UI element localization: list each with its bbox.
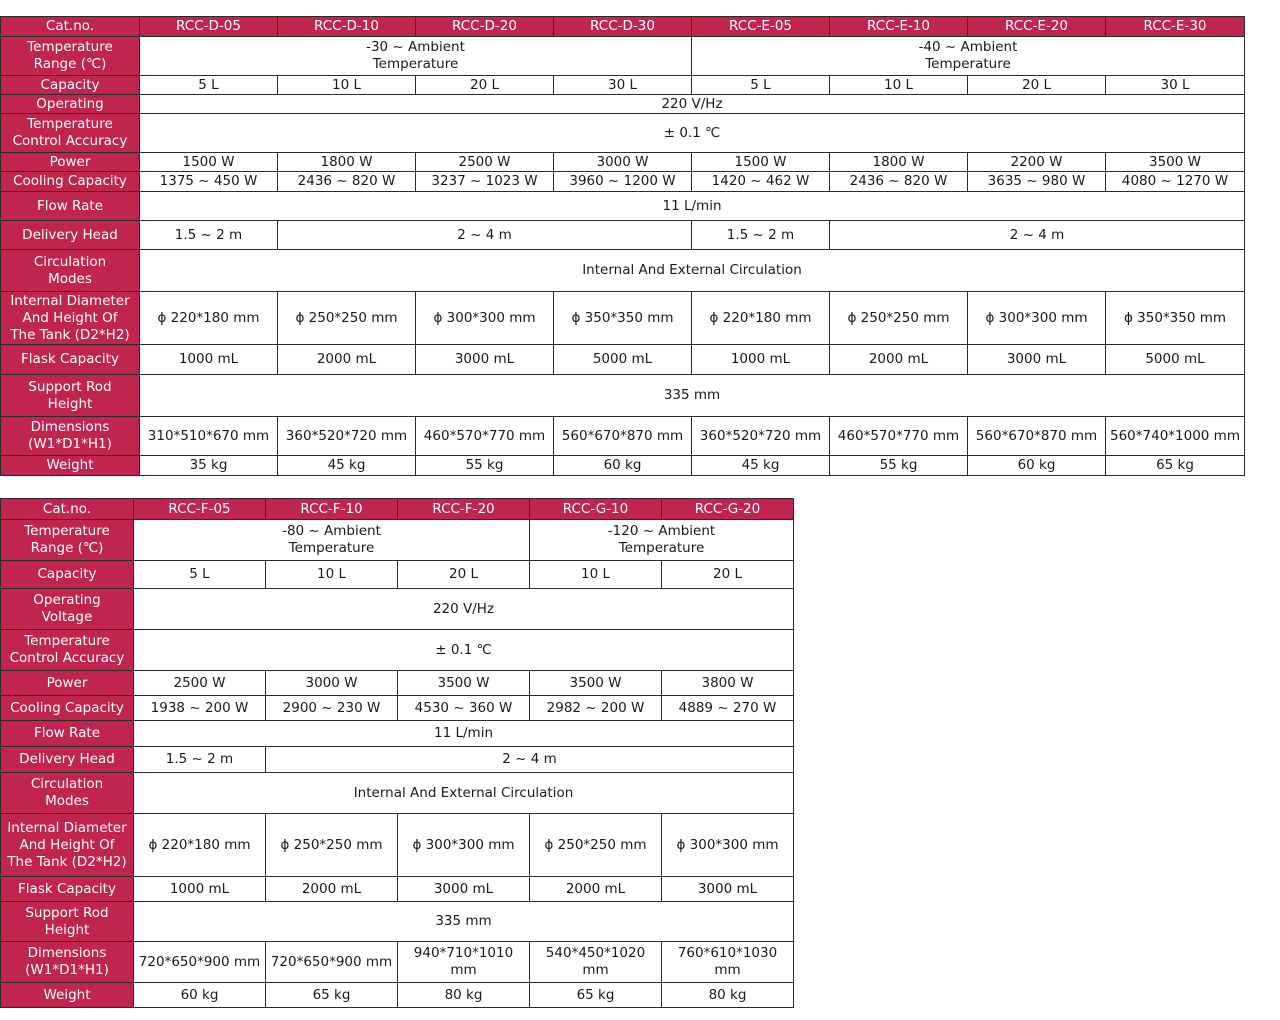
spec-value: 560*670*870 mm [968,417,1106,456]
spec-value: 2436 ~ 820 W [830,172,968,192]
spec-value: 2500 W [416,153,554,172]
row-label: Weight [1,456,140,476]
spec-row-circulation-modes [1,773,794,814]
spec-value: 1800 W [278,153,416,172]
row-label: Temperature Control Accuracy [1,114,140,153]
spec-value: 540*450*1020 mm [530,942,662,983]
spec-value: 2000 mL [266,877,398,902]
spec-value: 10 L [278,76,416,95]
spec-row-internal-diameter-and-height-of-the-tank [1,292,1245,345]
spec-value: 5000 mL [1106,345,1245,375]
spec-value: 5 L [134,561,266,589]
row-label: Power [1,671,134,696]
spec-table-rcc-f-g [0,498,794,1008]
spec-value: 1420 ~ 462 W [692,172,830,192]
model-header: RCC-D-20 [416,17,554,37]
row-label: Operating Voltage [1,589,134,630]
spec-value: ϕ 250*250 mm [266,814,398,877]
spec-value: 20 L [968,76,1106,95]
spec-value: ϕ 250*250 mm [830,292,968,345]
spec-value: -40 ~ Ambient Temperature [692,37,1245,76]
spec-value: 3800 W [662,671,794,696]
spec-value: 65 kg [530,983,662,1008]
spec-value: 335 mm [140,375,1245,417]
spec-value: 720*650*900 mm [134,942,266,983]
spec-value: 2 ~ 4 m [266,747,794,773]
row-label: Delivery Head [1,747,134,773]
spec-row-circulation-modes [1,250,1245,292]
row-label: Delivery Head [1,221,140,250]
spec-value: 55 kg [416,456,554,476]
row-label: Circulation Modes [1,773,134,814]
spec-value: 11 L/min [140,192,1245,221]
spec-value: 3000 mL [398,877,530,902]
row-label: Operating [1,95,140,114]
spec-value: -80 ~ Ambient Temperature [134,520,530,561]
spec-value: 30 L [1106,76,1245,95]
spec-value: 1.5 ~ 2 m [140,221,278,250]
header-row [1,17,1245,37]
spec-value: 1000 mL [134,877,266,902]
spec-value: 60 kg [968,456,1106,476]
spec-table-rcc-d-e [0,16,1245,476]
spec-value: 20 L [398,561,530,589]
spec-value: 2 ~ 4 m [830,221,1245,250]
model-header: RCC-G-10 [530,499,662,520]
spec-value: 360*520*720 mm [278,417,416,456]
spec-value: 2982 ~ 200 W [530,696,662,721]
spec-value: ϕ 220*180 mm [134,814,266,877]
spec-value: 30 L [554,76,692,95]
spec-row-capacity [1,76,1245,95]
spec-row-internal-diameter-and-height-of-the-tank [1,814,794,877]
spec-row-flow-rate [1,721,794,747]
spec-value: 360*520*720 mm [692,417,830,456]
spec-value: 560*740*1000 mm [1106,417,1245,456]
spec-value: 1938 ~ 200 W [134,696,266,721]
spec-row-power [1,671,794,696]
catno-header: Cat.no. [1,17,140,37]
spec-row-cooling-capacity [1,696,794,721]
spec-value: 20 L [662,561,794,589]
row-label: Support Rod Height [1,902,134,942]
spec-row-flask-capacity [1,877,794,902]
row-label: Support Rod Height [1,375,140,417]
spec-value: -30 ~ Ambient Temperature [140,37,692,76]
spec-row-temperature-range [1,520,794,561]
spec-value: ± 0.1 ℃ [140,114,1245,153]
spec-row-weight [1,983,794,1008]
spec-value: 65 kg [266,983,398,1008]
spec-row-cooling-capacity [1,172,1245,192]
model-header: RCC-D-05 [140,17,278,37]
row-label: Cooling Capacity [1,696,134,721]
spec-value: 80 kg [398,983,530,1008]
model-header: RCC-E-10 [830,17,968,37]
model-header: RCC-E-20 [968,17,1106,37]
spec-value: 3635 ~ 980 W [968,172,1106,192]
spec-value: 1800 W [830,153,968,172]
header-row [1,499,794,520]
spec-value: 2900 ~ 230 W [266,696,398,721]
spec-value: 45 kg [692,456,830,476]
spec-value: ϕ 220*180 mm [692,292,830,345]
spec-value: 5 L [692,76,830,95]
spec-value: 1500 W [692,153,830,172]
spec-value: 220 V/Hz [134,589,794,630]
spec-value: 940*710*1010 mm [398,942,530,983]
spec-value: 760*610*1030 mm [662,942,794,983]
spec-value: 3500 W [398,671,530,696]
spec-value: ϕ 300*300 mm [416,292,554,345]
spec-value: 80 kg [662,983,794,1008]
spec-value: 4530 ~ 360 W [398,696,530,721]
model-header: RCC-F-05 [134,499,266,520]
row-label: Capacity [1,76,140,95]
spec-value: 4889 ~ 270 W [662,696,794,721]
spec-value: 11 L/min [134,721,794,747]
spec-value: 1375 ~ 450 W [140,172,278,192]
spec-value: 35 kg [140,456,278,476]
spec-value: 3000 mL [662,877,794,902]
spec-value: -120 ~ Ambient Temperature [530,520,794,561]
spec-value: 2200 W [968,153,1106,172]
row-label: Flask Capacity [1,345,140,375]
spec-value: 65 kg [1106,456,1245,476]
spec-value: 220 V/Hz [140,95,1245,114]
spec-row-support-rod-height [1,902,794,942]
spec-value: 2000 mL [830,345,968,375]
spec-value: 20 L [416,76,554,95]
spec-value: 45 kg [278,456,416,476]
spec-value: 10 L [530,561,662,589]
spec-value: ϕ 250*250 mm [530,814,662,877]
model-header: RCC-F-10 [266,499,398,520]
spec-value: 3500 W [1106,153,1245,172]
spec-value: ± 0.1 ℃ [134,630,794,671]
spec-row-temperature-control-accuracy [1,114,1245,153]
row-label: Temperature Range (℃) [1,520,134,561]
spec-value: 1.5 ~ 2 m [692,221,830,250]
spec-value: ϕ 220*180 mm [140,292,278,345]
spec-value: 2000 mL [530,877,662,902]
spec-row-flow-rate [1,192,1245,221]
spec-value: 2500 W [134,671,266,696]
spec-value: 3000 mL [968,345,1106,375]
spec-value: 460*570*770 mm [830,417,968,456]
spec-row-capacity [1,561,794,589]
row-label: Weight [1,983,134,1008]
spec-row-dimensions [1,942,794,983]
spec-value: 3237 ~ 1023 W [416,172,554,192]
model-header: RCC-E-05 [692,17,830,37]
spec-value: 3960 ~ 1200 W [554,172,692,192]
spec-row-flask-capacity [1,345,1245,375]
spec-value: 1000 mL [692,345,830,375]
spec-row-delivery-head [1,221,1245,250]
spec-row-dimensions [1,417,1245,456]
row-label: Flow Rate [1,721,134,747]
row-label: Flow Rate [1,192,140,221]
row-label: Internal Diameter And Height Of The Tank (D2*H2) [1,814,134,877]
spec-value: 3500 W [530,671,662,696]
spec-value: 460*570*770 mm [416,417,554,456]
spec-row-operating [1,95,1245,114]
row-label: Temperature Range (℃) [1,37,140,76]
spec-row-operating-voltage [1,589,794,630]
spec-value: ϕ 350*350 mm [554,292,692,345]
spec-value: 560*670*870 mm [554,417,692,456]
spec-value: 2 ~ 4 m [278,221,692,250]
spec-row-temperature-range [1,37,1245,76]
row-label: Dimensions (W1*D1*H1) [1,417,140,456]
spec-value: ϕ 350*350 mm [1106,292,1245,345]
model-header: RCC-D-10 [278,17,416,37]
spec-value: Internal And External Circulation [140,250,1245,292]
spec-value: 335 mm [134,902,794,942]
spec-row-temperature-control-accuracy [1,630,794,671]
spec-value: 4080 ~ 1270 W [1106,172,1245,192]
spec-value: 5 L [140,76,278,95]
spec-value: 55 kg [830,456,968,476]
spec-value: ϕ 300*300 mm [662,814,794,877]
spec-value: ϕ 300*300 mm [968,292,1106,345]
spec-value: 3000 mL [416,345,554,375]
spec-value: 310*510*670 mm [140,417,278,456]
row-label: Power [1,153,140,172]
spec-row-support-rod-height [1,375,1245,417]
spec-value: 60 kg [134,983,266,1008]
spec-row-weight [1,456,1245,476]
row-label: Dimensions (W1*D1*H1) [1,942,134,983]
spec-value: 1000 mL [140,345,278,375]
spec-value: ϕ 300*300 mm [398,814,530,877]
spec-value: 2000 mL [278,345,416,375]
spec-value: Internal And External Circulation [134,773,794,814]
spec-row-delivery-head [1,747,794,773]
model-header: RCC-D-30 [554,17,692,37]
spec-value: 5000 mL [554,345,692,375]
model-header: RCC-F-20 [398,499,530,520]
catno-header: Cat.no. [1,499,134,520]
spec-value: 720*650*900 mm [266,942,398,983]
row-label: Circulation Modes [1,250,140,292]
spec-value: 3000 W [266,671,398,696]
spec-value: ϕ 250*250 mm [278,292,416,345]
spec-value: 10 L [266,561,398,589]
row-label: Internal Diameter And Height Of The Tank (D2*H2) [1,292,140,345]
row-label: Capacity [1,561,134,589]
spec-row-power [1,153,1245,172]
spec-value: 2436 ~ 820 W [278,172,416,192]
row-label: Flask Capacity [1,877,134,902]
row-label: Temperature Control Accuracy [1,630,134,671]
spec-value: 1.5 ~ 2 m [134,747,266,773]
model-header: RCC-E-30 [1106,17,1245,37]
spec-value: 60 kg [554,456,692,476]
spec-value: 1500 W [140,153,278,172]
spec-value: 10 L [830,76,968,95]
model-header: RCC-G-20 [662,499,794,520]
row-label: Cooling Capacity [1,172,140,192]
spec-value: 3000 W [554,153,692,172]
